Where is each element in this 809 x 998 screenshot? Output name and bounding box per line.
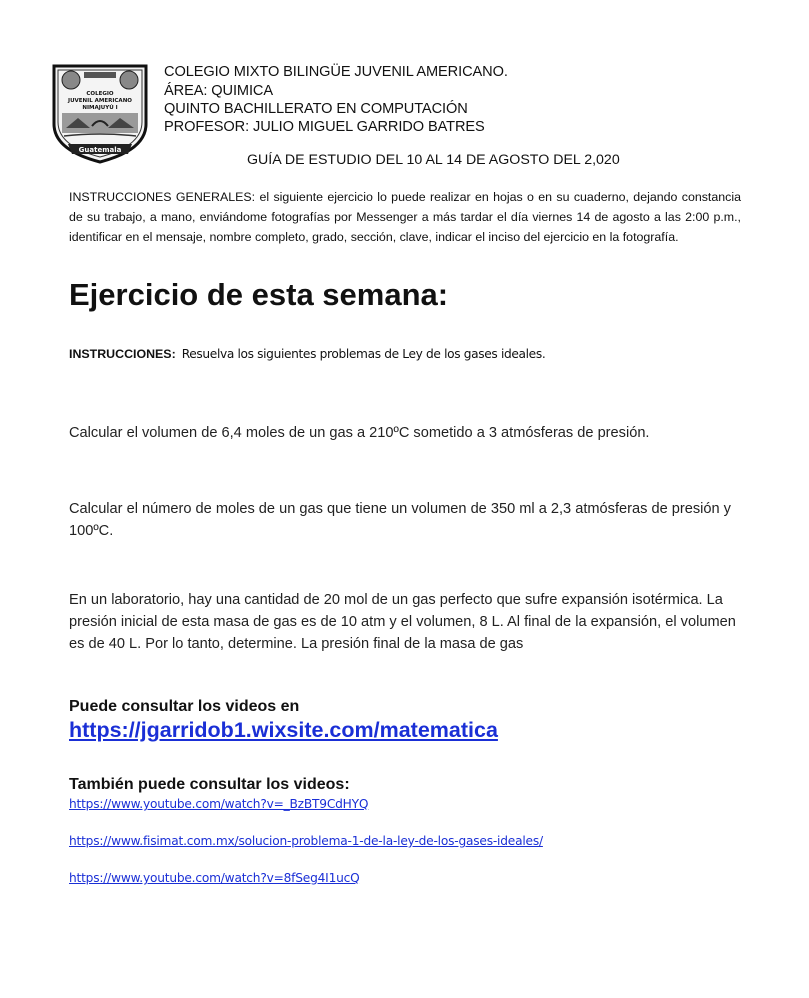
area-label: ÁREA: QUIMICA <box>164 83 273 99</box>
crest-ribbon-text: Guatemala <box>78 146 122 154</box>
school-name: COLEGIO MIXTO BILINGÜE JUVENIL AMERICANO. <box>164 64 508 80</box>
guide-title: GUÍA DE ESTUDIO DEL 10 AL 14 DE AGOSTO DEL 2,020 <box>247 152 620 168</box>
youtube-link-2[interactable]: https://www.youtube.com/watch?v=8fSeg4I1ucQ <box>69 871 360 885</box>
problem-3: En un laboratorio, hay una cantidad de 20 mol de un gas perfecto que sufre expansión isotérmica. La presión inicial de esta masa de gas es de 10 atm y el volumen, 8 L. Al final de la expansión, el volumen es de 40 L. Por lo tanto, determine. La presión final de la masa de gas <box>69 592 736 652</box>
problem-2: Calcular el número de moles de un gas que tiene un volumen de 350 ml a 2,3 atmósferas de presión y 100ºC. <box>69 501 731 539</box>
grade-label: QUINTO BACHILLERATO EN COMPUTACIÓN <box>164 101 468 117</box>
instructions-line <box>69 345 545 363</box>
crest-text-3: NIMAJUYÚ I <box>82 105 118 111</box>
consult-videos-label: Puede consultar los videos en <box>69 698 300 715</box>
instructions-label: INSTRUCCIONES: <box>69 347 176 361</box>
school-crest-logo <box>48 62 152 166</box>
crest-text-2: JUVENIL AMERICANO <box>68 98 132 104</box>
crest-text-1: COLEGIO <box>86 91 114 97</box>
also-consult-label: También puede consultar los videos: <box>69 776 350 793</box>
teacher-label: PROFESOR: JULIO MIGUEL GARRIDO BATRES <box>164 119 485 135</box>
problem-1: Calcular el volumen de 6,4 moles de un gas a 210ºC sometido a 3 atmósferas de presión. <box>69 425 650 441</box>
main-website-link[interactable]: https://jgarridob1.wixsite.com/matematica <box>69 718 498 742</box>
fisimat-link[interactable]: https://www.fisimat.com.mx/solucion-problema-1-de-la-ley-de-los-gases-ideales/ <box>69 834 543 848</box>
instructions-text: Resuelva los siguientes problemas de Ley de los gases ideales. <box>181 347 546 361</box>
youtube-link-1[interactable]: https://www.youtube.com/watch?v=_BzBT9CdHYQ <box>69 797 369 811</box>
exercise-heading: Ejercicio de esta semana: <box>69 277 449 312</box>
general-instructions: INSTRUCCIONES GENERALES: el siguiente ejercicio lo puede realizar en hojas o en su cuaderno, dejando constancia de su trabajo, a mano, enviándome fotografías por Messenger a más tardar el día viernes 14 de agosto a las 2:00 p.m., identificar en el mensaje, nombre completo, grado, sección, clave, indicar el inciso del ejercicio en la fotografía. <box>69 190 741 244</box>
